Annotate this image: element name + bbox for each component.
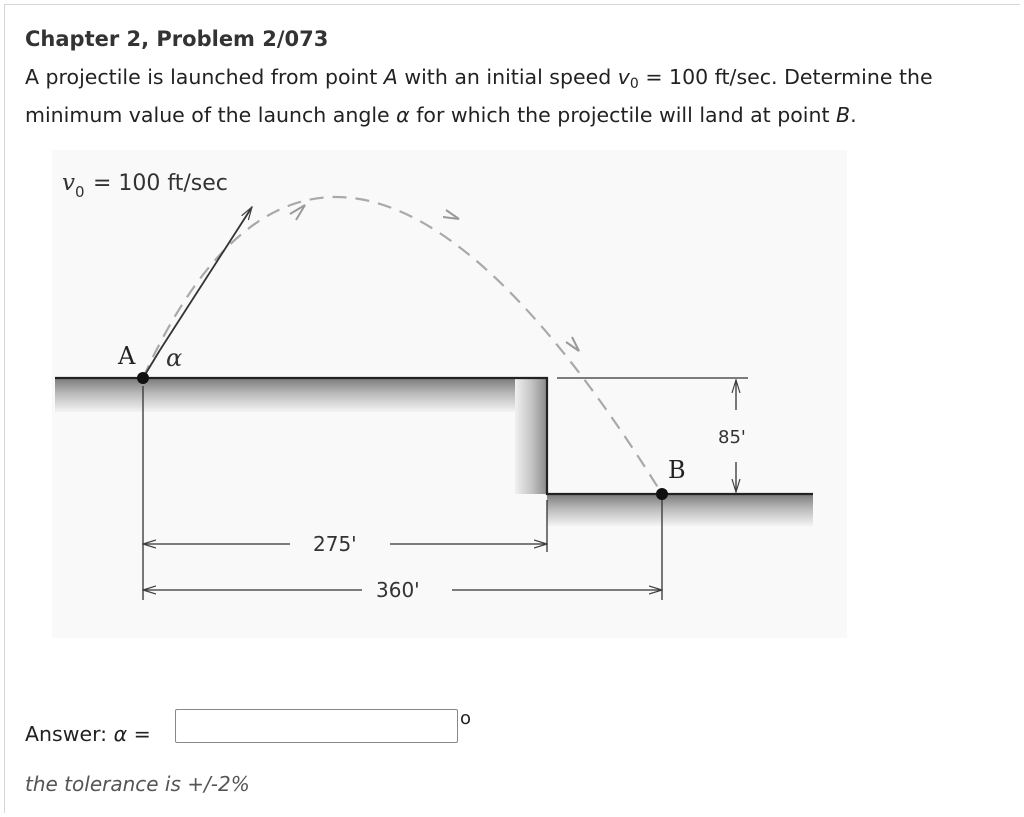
tolerance-note: the tolerance is +/-2% bbox=[25, 772, 250, 796]
problem-text-4: for which the projectile will land at point bbox=[409, 103, 837, 127]
upper-ground bbox=[55, 378, 547, 412]
point-a-marker bbox=[137, 372, 149, 384]
answer-label-equals: = bbox=[127, 722, 151, 746]
answer-label-prefix: Answer: bbox=[25, 722, 114, 746]
answer-input[interactable] bbox=[175, 709, 458, 743]
degree-unit: o bbox=[460, 708, 472, 729]
problem-text-1: A projectile is launched from point bbox=[25, 65, 384, 89]
problem-point-a: A bbox=[383, 65, 398, 89]
lower-ground bbox=[547, 494, 813, 526]
problem-point-b: B bbox=[836, 103, 851, 127]
cliff-wall bbox=[515, 378, 547, 494]
answer-label bbox=[25, 722, 151, 746]
v0-label-symbol: v bbox=[62, 170, 75, 196]
alpha-label: α bbox=[166, 344, 183, 372]
point-b-label: B bbox=[668, 456, 686, 484]
point-b-marker bbox=[656, 488, 668, 500]
problem-text-2: with an initial speed bbox=[397, 65, 618, 89]
problem-v0-subscript: 0 bbox=[629, 76, 639, 92]
point-a-label: A bbox=[118, 342, 136, 370]
dim-85-label: 85' bbox=[718, 427, 746, 448]
problem-title: Chapter 2, Problem 2/073 bbox=[25, 27, 329, 51]
problem-alpha: α bbox=[396, 103, 410, 127]
problem-text-3: = 100 ft/sec. Determine the minimum value of the launch angle bbox=[25, 65, 933, 127]
answer-label-alpha: α bbox=[113, 722, 128, 746]
problem-text-5: . bbox=[850, 103, 857, 127]
v0-label-subscript: 0 bbox=[75, 183, 85, 201]
dim-360-label: 360' bbox=[376, 578, 420, 602]
dim-275-label: 275' bbox=[313, 532, 357, 556]
v0-label-value: = 100 ft/sec bbox=[86, 171, 228, 196]
problem-v0-symbol: v bbox=[617, 65, 630, 89]
